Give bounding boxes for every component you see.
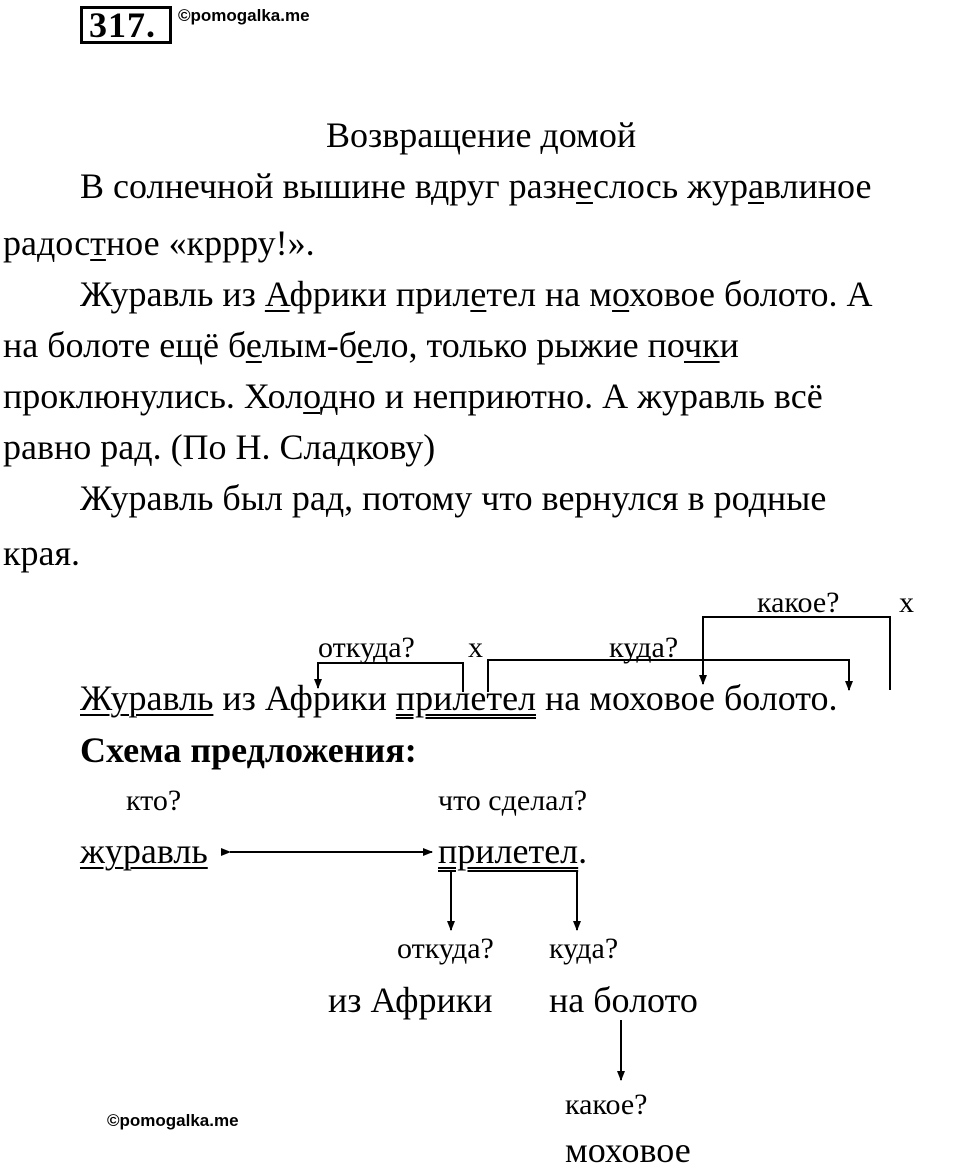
spelling-underline: е	[576, 166, 593, 206]
scheme-question-kto: кто?	[126, 784, 182, 817]
parse-question-otkuda: откуда?	[318, 631, 415, 664]
parsed-rest: на моховое болото.	[545, 678, 838, 718]
text-line-3: Журавль из Африки прилетел на моховое болото. А	[80, 274, 873, 314]
scheme-iz-afriki: из Африки	[328, 980, 493, 1020]
text-line-6: равно рад. (По Н. Сладкову)	[3, 427, 436, 467]
spelling-underline: д	[134, 427, 153, 467]
watermark-bottom: ©pomogalka.me	[107, 1111, 239, 1130]
text-line-1: В солнечной вышине вдруг разнеслось журавлиное	[80, 166, 872, 206]
parse-mark-x-1: x	[899, 586, 914, 619]
spelling-underline: а	[748, 166, 765, 206]
arrow-kakoe-parse	[703, 617, 890, 690]
parse-question-kakoe: какое?	[757, 586, 840, 619]
text-line-2: радостное «кррру!».	[3, 223, 315, 263]
scheme-question-otkuda: откуда?	[397, 932, 494, 965]
exercise-number: 317	[89, 5, 146, 45]
parsed-iz-afriki: из Африки	[222, 678, 387, 718]
arrow-kuda-parse	[488, 660, 849, 692]
scheme-question-chto-sdelal: что сделал?	[438, 784, 588, 817]
arrow-otkuda-parse	[318, 663, 463, 692]
scheme-mohovoe: моховое	[565, 1130, 691, 1170]
text-line-4: на болоте ещё белым-бело, только рыжие почки	[3, 325, 739, 365]
scheme-question-kuda: куда?	[549, 932, 619, 965]
spelling-underline: е	[470, 274, 487, 314]
spelling-underline: е	[245, 325, 262, 365]
spelling-underline: т	[90, 223, 106, 263]
parsed-subject: Журавль	[80, 678, 214, 718]
text-line-8: края.	[3, 533, 81, 573]
watermark-top: ©pomogalka.me	[178, 6, 310, 25]
scheme-predicate: прилетел.	[438, 831, 588, 871]
parsed-predicate: прилетел	[395, 678, 537, 718]
scheme-na-boloto: на болото	[549, 980, 698, 1020]
scheme-heading: Схема предложения:	[80, 730, 417, 770]
spelling-underline: чк	[683, 325, 720, 365]
exercise-number-dot: .	[146, 5, 156, 45]
text-line-5: проклюнулись. Холодно и неприютно. А журавль всё	[3, 376, 823, 416]
spelling-underline: о	[612, 274, 630, 314]
parse-question-kuda: куда?	[609, 631, 679, 664]
spelling-underline: е	[356, 325, 373, 365]
spelling-underline: А	[264, 274, 290, 314]
parse-mark-x-2: x	[468, 631, 483, 664]
text-title: Возвращение домой	[326, 115, 637, 155]
text-line-7: Журавль был рад, потому что вернулся в родные	[80, 478, 827, 518]
spelling-underline: о	[303, 376, 321, 416]
scheme-subject: журавль	[80, 831, 208, 871]
scheme-question-kakoe: какое?	[565, 1088, 648, 1121]
